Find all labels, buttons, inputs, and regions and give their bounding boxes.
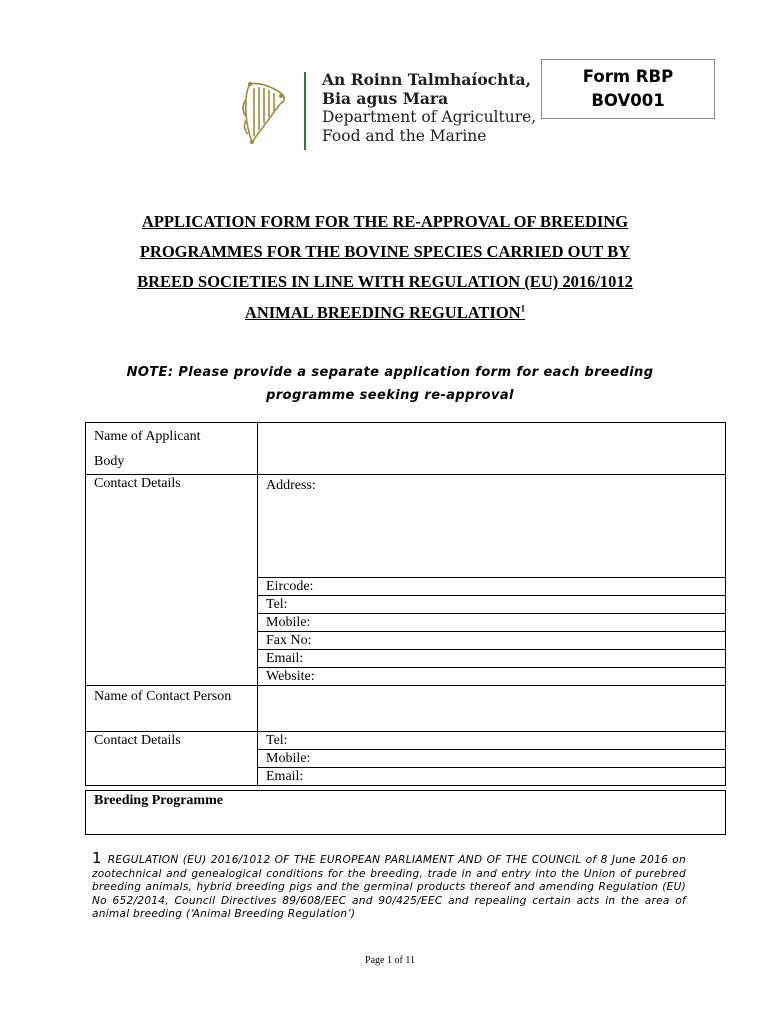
form-code-line-1: Form RBP: [582, 67, 674, 86]
note-line-2: programme seeking re-approval: [266, 388, 514, 403]
harp-icon: [240, 80, 290, 146]
contact-details-label: Contact Details: [94, 476, 181, 491]
eircode-label: Eircode:: [266, 579, 314, 594]
footnote-text: REGULATION (EU) 2016/1012 OF THE EUROPEAN PARLIAMENT AND OF THE COUNCIL of 8 June 2016 on zootechnical and genealogical conditions for the breeding, trade in and entry into the Union of purebred breeding animals, hybrid breeding pigs and the germinal products thereof and amending Regulation (EU) No 652/2014, Council Directives 89/608/EEC and 90/425/EEC and repealing certain acts in the area of animal breeding (‘Animal Breeding Regulation’): [92, 854, 686, 921]
footnote-number: 1: [92, 849, 102, 867]
applicant-label-line-1: Name of Applicant: [94, 429, 201, 444]
note-line-1: NOTE: Please provide a separate application form for each breeding: [126, 365, 654, 380]
website-field[interactable]: [258, 668, 726, 686]
breeding-programme-table: [85, 790, 726, 835]
document-title: [90, 207, 680, 328]
logo-english-line-1: Department of Agriculture,: [322, 108, 537, 126]
website-label: Website:: [266, 669, 315, 684]
form-code-line-2: BOV001: [591, 91, 665, 110]
email-field-2[interactable]: [258, 768, 726, 786]
mobile-field[interactable]: [258, 614, 726, 632]
title-line-2: PROGRAMMES FOR THE BOVINE SPECIES CARRIED OUT BY: [139, 242, 631, 261]
logo-english-line-2: Food and the Marine: [322, 127, 487, 145]
contact-details-label-cell: [86, 475, 258, 686]
tel-field[interactable]: [258, 596, 726, 614]
contact-person-field[interactable]: [258, 686, 726, 732]
mobile-label: Mobile:: [266, 615, 311, 630]
logo-irish-line-1: An Roinn Talmhaíochta,: [322, 70, 531, 89]
applicant-details-table: [85, 422, 726, 786]
tel-label-2: Tel:: [266, 733, 288, 748]
contact-details-2-label-cell: [86, 732, 258, 786]
breeding-programme-field[interactable]: [86, 791, 726, 835]
contact-person-label-cell: [86, 686, 258, 732]
eircode-field[interactable]: [258, 578, 726, 596]
mobile-label-2: Mobile:: [266, 751, 311, 766]
footnote-reference[interactable]: 1: [520, 303, 526, 314]
breeding-programme-label: Breeding Programme: [94, 793, 223, 808]
applicant-body-field[interactable]: [258, 423, 726, 475]
department-logo: [240, 70, 540, 154]
page-number: Page 1 of 11: [365, 955, 415, 966]
note: [90, 361, 690, 407]
address-label: Address:: [266, 478, 316, 493]
fax-field[interactable]: [258, 632, 726, 650]
contact-details-label-2: Contact Details: [94, 733, 181, 748]
tel-field-2[interactable]: [258, 732, 726, 750]
logo-text: [322, 70, 536, 146]
form-code-box: [541, 59, 715, 119]
title-line-1: APPLICATION FORM FOR THE RE-APPROVAL OF BREEDING: [141, 212, 629, 231]
email-field[interactable]: [258, 650, 726, 668]
email-label-2: Email:: [266, 769, 304, 784]
title-line-3: BREED SOCIETIES IN LINE WITH REGULATION (EU) 2016/1012: [137, 272, 633, 291]
applicant-body-label-cell: [86, 423, 258, 475]
footnote: [92, 849, 686, 922]
mobile-field-2[interactable]: [258, 750, 726, 768]
logo-divider: [304, 72, 306, 150]
contact-person-label: Name of Contact Person: [94, 689, 232, 704]
tel-label: Tel:: [266, 597, 288, 612]
email-label: Email:: [266, 651, 304, 666]
address-field[interactable]: [258, 475, 726, 578]
fax-label: Fax No:: [266, 633, 312, 648]
title-line-4: ANIMAL BREEDING REGULATION: [244, 303, 521, 322]
applicant-label-line-2: Body: [94, 454, 125, 469]
logo-irish-line-2: Bia agus Mara: [322, 89, 449, 108]
